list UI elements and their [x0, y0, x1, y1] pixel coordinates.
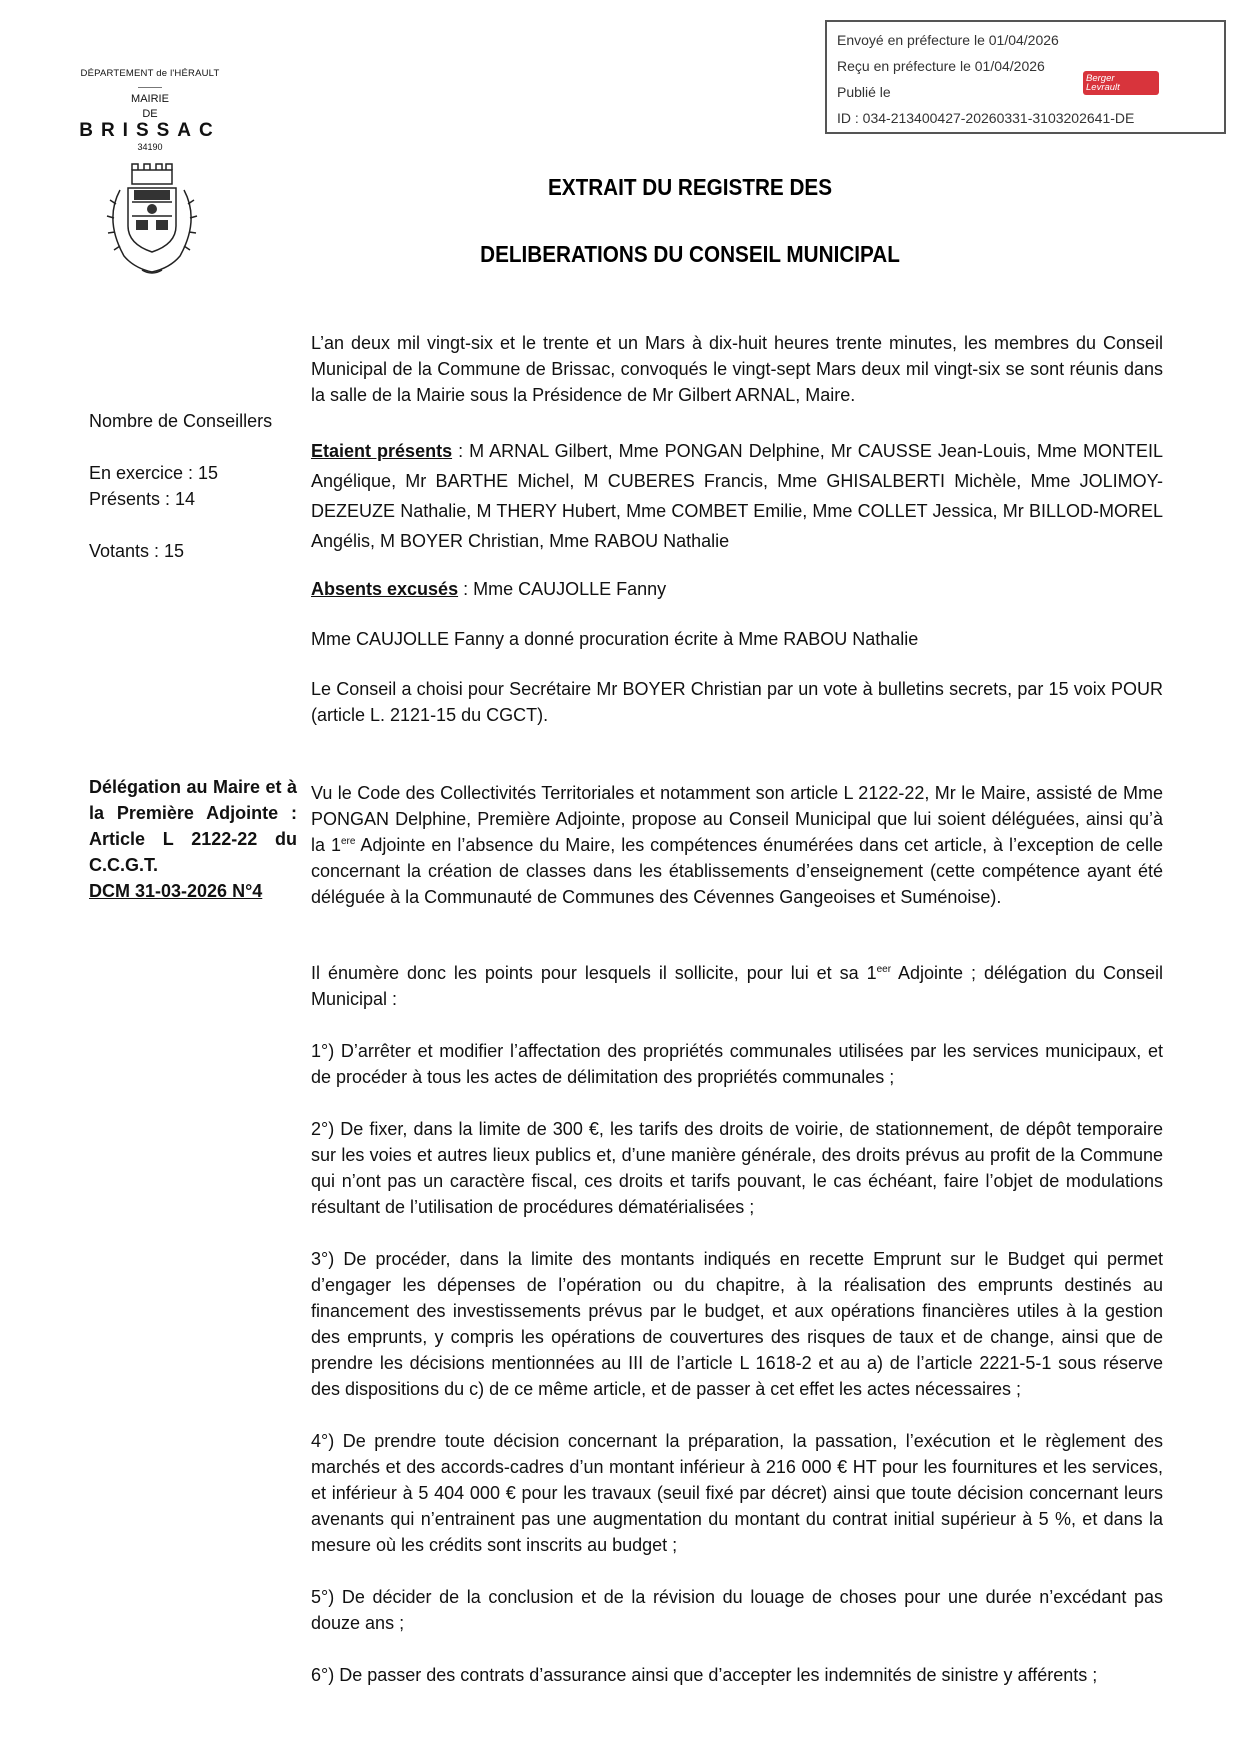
letterhead-divider: [138, 87, 162, 88]
present-list: : M ARNAL Gilbert, Mme PONGAN Delphine, Mr CAUSSE Jean-Louis, Mme MONTEIL Angélique, Mr BARTHE Michel, M CUBERES Francis, Mme GHISALBERTI Michèle, Mme JOLIMOY-DEZEUZE Nathalie, M THERY Hubert, Mme COMBET Emilie, Mme COLLET Jessica, Mr BILLOD-MOREL Angélis, M BOYER Christian, Mme RABOU Nathalie: [311, 441, 1163, 551]
counts-in-office: En exercice : 15: [89, 463, 219, 483]
meeting-intro: L’an deux mil vingt-six et le trente et un Mars à dix-huit heures trente minutes, les membres du Conseil Municipal de la Commune de Brissac, convoqués le vingt-sept Mars deux mil vingt-six se sont réunis dans la salle de la Mairie sous la Présidence de Mr Gilbert ARNAL, Maire.: [311, 333, 1163, 405]
present-label: Etaient présents: [311, 441, 453, 461]
deliberation-reference: DCM 31-03-2026 N°4: [89, 881, 263, 901]
delegation-item: 2°) De fixer, dans la limite de 300 €, les tarifs des droits de voirie, de stationnement, de dépôt temporaire sur les voies et autres lieux publics et, d’une manière générale, des droits prévus au profit de la Commune qui n’ont pas un caractère fiscal, ces droits et tarifs pouvant, le cas échéant, faire l’objet de modulations résultant de l’utilisation de procédures dématérialisées ;: [311, 1119, 1163, 1217]
deliberation-list-intro: Il énumère donc les points pour lesquels il sollicite, pour lui et sa $1^{eer}$ Adjointe ; délégation du Conseil Municipal :: [311, 963, 1163, 1009]
commune-name: BRISSAC: [79, 120, 221, 141]
delegation-item: 6°) De passer des contrats d’assurance ainsi que d’accepter les indemnités de sinistre y afférents ;: [311, 1665, 1098, 1685]
counts-heading: Nombre de Conseillers: [89, 411, 273, 431]
document-title-line1: EXTRAIT DU REGISTRE DES: [547, 174, 833, 200]
department-label: DÉPARTEMENT de l'HÉRAULT: [80, 68, 220, 79]
absent-label: Absents excusés: [311, 579, 459, 599]
document-title-line2: DELIBERATIONS DU CONSEIL MUNICIPAL: [480, 241, 900, 267]
berger-levrault-logo: Berger Levrault: [1083, 71, 1159, 95]
counts-present: Présents : 14: [89, 489, 196, 509]
counts-voters: Votants : 15: [89, 541, 185, 561]
coat-of-arms-icon: [98, 160, 206, 280]
mairie-label: MAIRIE: [131, 93, 169, 105]
delegation-item: 4°) De prendre toute décision concernant la préparation, la passation, l’exécution et le règlement des marchés et des accords-cadres d’un montant inférieur à 216 000 € HT pour les fournitures et les services, et inférieur à 5 404 000 € pour les travaux (seuil fixé par décret) ainsi que toute décision concernant leurs avenants qui n’entrainent pas une augmentation du montant du contrat initial supérieur à 5 %, et dans la mesure où les crédits sont inscrits au budget ;: [311, 1431, 1163, 1555]
present-members: [311, 436, 1163, 556]
de-label: DE: [142, 108, 158, 120]
absent-list: : Mme CAUJOLLE Fanny: [458, 579, 667, 599]
deliberation-intro: Vu le Code des Collectivités Territoriales et notamment son article L 2122-22, Mr le Maire, assisté de Mme PONGAN Delphine, Première Adjointe, propose au Conseil Municipal que lui soient déléguées, ainsi qu’à la 1ere Adjointe en l’absence du Maire, les compétences énumérées dans cet article, à l’exception de celle concernant la création de classes dans les établissements d’enseignement (cette compétence ayant été déléguée à la Communauté de Communes des Cévennes Gangeoises et Suménoise).: [311, 783, 1163, 907]
stamp-sent: Envoyé en préfecture le 01/04/2026: [837, 32, 1059, 48]
delegation-item: 5°) De décider de la conclusion et de la révision du louage de choses pour une durée n’excédant pas douze ans ;: [311, 1587, 1163, 1633]
postcode: 34190: [137, 142, 163, 152]
stamp-published: Publié le: [837, 84, 891, 100]
proxy-note: Mme CAUJOLLE Fanny a donné procuration écrite à Mme RABOU Nathalie: [311, 629, 919, 649]
stamp-received: Reçu en préfecture le 01/04/2026: [837, 58, 1045, 74]
delegation-item: 3°) De procéder, dans la limite des montants indiqués en recette Emprunt sur le Budget qui permet d’engager les dépenses de l’opération ou du chapitre, à la réalisation des emprunts destinés au financement des investissements prévus par le budget, et aux opérations financières utiles à la gestion des emprunts, y compris les opérations de couvertures des risques de taux et de change, ainsi que de prendre les décisions mentionnées au III de l’article L 1618-2 et au a) de l’article 2221-5-1 sous réserve des dispositions du c) de ce même article, et de passer à cet effet les actes nécessaires ;: [311, 1249, 1163, 1399]
stamp-id: ID : 034-213400427-20260331-3103202641-DE: [837, 110, 1135, 126]
secretary-note: Le Conseil a choisi pour Secrétaire Mr BOYER Christian par un vote à bulletins secrets, par 15 voix POUR (article L. 2121-15 du CGCT).: [311, 679, 1163, 725]
deliberation-heading: Délégation au Maire et à la Première Adjointe : Article L 2122-22 du C.C.G.T.: [89, 777, 297, 875]
delegation-item: 1°) D’arrêter et modifier l’affectation des propriétés communales utilisées par les services municipaux, et de procéder à tous les actes de délimitation des propriétés communales ;: [311, 1041, 1163, 1087]
absent-members: [311, 576, 1163, 602]
prefecture-stamp: [825, 20, 1226, 134]
